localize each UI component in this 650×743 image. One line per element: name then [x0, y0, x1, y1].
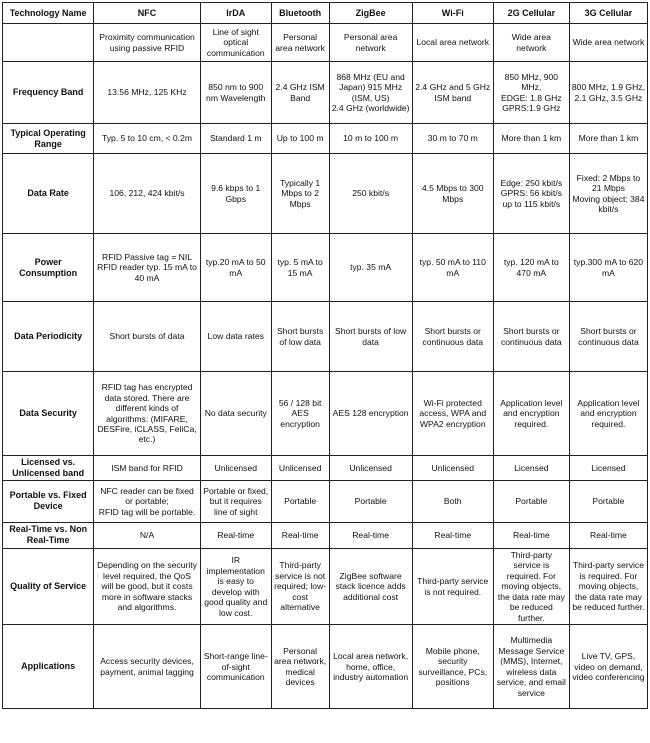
table-cell: Access security devices, payment, animal tagging: [94, 625, 200, 709]
table-cell: 106, 212, 424 kbit/s: [94, 154, 200, 234]
table-cell: Short bursts of data: [94, 302, 200, 372]
header-bluetooth: Bluetooth: [271, 3, 329, 24]
table-cell: Portable: [329, 480, 412, 522]
table-cell: 9.6 kbps to 1 Gbps: [200, 154, 271, 234]
row-label: Quality of Service: [3, 548, 94, 624]
row-label: Portable vs. Fixed Device: [3, 480, 94, 522]
table-cell: Third-party service is not required; low-cost alternative: [271, 548, 329, 624]
row-label: Applications: [3, 625, 94, 709]
header-zigbee: ZigBee: [329, 3, 412, 24]
table-cell: Wide area network: [569, 24, 647, 62]
table-cell: typ.20 mA to 50 mA: [200, 234, 271, 302]
table-row: [3, 522, 648, 548]
table-cell: 868 MHz (EU and Japan) 915 MHz (ISM, US) 2.4 GHz (worldwide): [329, 62, 412, 124]
table-cell: Portable or fixed, but it requires line of sight: [200, 480, 271, 522]
table-cell: Up to 100 m: [271, 124, 329, 154]
table-cell: More than 1 km: [493, 124, 569, 154]
table-cell: Portable: [271, 480, 329, 522]
table-cell: Licensed: [569, 456, 647, 481]
table-cell: More than 1 km: [569, 124, 647, 154]
table-cell: ISM band for RFID: [94, 456, 200, 481]
table-cell: Live TV, GPS, video on demand, video conferencing: [569, 625, 647, 709]
table-cell: Real-time: [569, 522, 647, 548]
table-cell: typ. 50 mA to 110 mA: [412, 234, 493, 302]
table-cell: Multimedia Message Service (MMS), Internet, wireless data service, and email service: [493, 625, 569, 709]
table-cell: Real-time: [200, 522, 271, 548]
table-cell: Third-party service is required. For moving objects, the data rate may be reduced further.: [493, 548, 569, 624]
header-row: [3, 3, 648, 24]
table-cell: 56 / 128 bit AES encryption: [271, 372, 329, 456]
table-cell: 4.5 Mbps to 300 Mbps: [412, 154, 493, 234]
header-technology-name: Technology Name: [3, 3, 94, 24]
table-cell: RFID tag has encrypted data stored. There are different kinds of algorithms: (MIFARE, DESFire, iCLASS, FeliCa, etc.): [94, 372, 200, 456]
table-cell: Fixed: 2 Mbps to 21 Mbps Moving object: 384 kbit/s: [569, 154, 647, 234]
header-wifi: Wi-Fi: [412, 3, 493, 24]
table-cell: Unlicensed: [271, 456, 329, 481]
table-cell: 2.4 GHz and 5 GHz ISM band: [412, 62, 493, 124]
row-label: Power Consumption: [3, 234, 94, 302]
row-label: Data Security: [3, 372, 94, 456]
table-cell: typ. 5 mA to 15 mA: [271, 234, 329, 302]
table-cell: Local area network: [412, 24, 493, 62]
table-row: [3, 234, 648, 302]
table-cell: IR implementation is easy to develop with good quality and low cost.: [200, 548, 271, 624]
table-cell: Standard 1 m: [200, 124, 271, 154]
table-cell: N/A: [94, 522, 200, 548]
table-cell: 850 MHz, 900 MHz, EDGE: 1.8 GHz GPRS:1.9 GHz: [493, 62, 569, 124]
table-cell: Portable: [569, 480, 647, 522]
table-cell: Licensed: [493, 456, 569, 481]
table-cell: NFC reader can be fixed or portable; RFID tag will be portable.: [94, 480, 200, 522]
table-cell: No data security: [200, 372, 271, 456]
table-cell: Depending on the security level required, the QoS will be good, but it costs more in software stacks and algorithms.: [94, 548, 200, 624]
table-cell: typ.300 mA to 620 mA: [569, 234, 647, 302]
table-row: [3, 625, 648, 709]
table-cell: Third-party service is required. For moving objects, the data rate may be reduced further.: [569, 548, 647, 624]
table-cell: 850 nm to 900 nm Wavelength: [200, 62, 271, 124]
table-cell: Third-party service is not required.: [412, 548, 493, 624]
table-cell: Real-time: [493, 522, 569, 548]
table-cell: 13.56 MHz, 125 KHz: [94, 62, 200, 124]
table-cell: Typ. 5 to 10 cm, < 0.2m: [94, 124, 200, 154]
table-cell: Unlicensed: [200, 456, 271, 481]
table-cell: Application level and encryption required.: [493, 372, 569, 456]
table-cell: 250 kbit/s: [329, 154, 412, 234]
table-row: [3, 548, 648, 624]
table-row: [3, 302, 648, 372]
table-cell: Application level and encryption required.: [569, 372, 647, 456]
table-row: [3, 154, 648, 234]
table-cell: Proximity communication using passive RFID: [94, 24, 200, 62]
table-cell: 800 MHz, 1.9 GHz, 2.1 GHz, 3.5 GHz: [569, 62, 647, 124]
table-cell: 10 m to 100 m: [329, 124, 412, 154]
comparison-table: [2, 2, 648, 709]
table-cell: typ. 35 mA: [329, 234, 412, 302]
table-cell: RFID Passive tag = NIL RFID reader typ. 15 mA to 40 mA: [94, 234, 200, 302]
table-cell: Low data rates: [200, 302, 271, 372]
table-cell: Short bursts or continuous data: [493, 302, 569, 372]
table-cell: Personal area network: [329, 24, 412, 62]
table-cell: Unlicensed: [329, 456, 412, 481]
header-irda: IrDA: [200, 3, 271, 24]
table-row: [3, 24, 648, 62]
table-cell: Mobile phone, security surveillance, PCs, positions: [412, 625, 493, 709]
table-cell: typ. 120 mA to 470 mA: [493, 234, 569, 302]
table-cell: ZigBee software stack licence adds additional cost: [329, 548, 412, 624]
table-cell: Real-time: [329, 522, 412, 548]
table-row: [3, 456, 648, 481]
table-cell: Line of sight optical communication: [200, 24, 271, 62]
header-2g-cellular: 2G Cellular: [493, 3, 569, 24]
table-cell: Personal area network: [271, 24, 329, 62]
table-cell: Personal area network, medical devices: [271, 625, 329, 709]
table-cell: Local area network, home, office, industry automation: [329, 625, 412, 709]
row-label: Real-Time vs. Non Real-Time: [3, 522, 94, 548]
table-cell: Wi-Fi protected access, WPA and WPA2 encryption: [412, 372, 493, 456]
table-row: [3, 62, 648, 124]
row-label: Data Periodicity: [3, 302, 94, 372]
header-3g-cellular: 3G Cellular: [569, 3, 647, 24]
table-body: [3, 24, 648, 709]
table-cell: 2.4 GHz ISM Band: [271, 62, 329, 124]
table-cell: Short bursts of low data: [329, 302, 412, 372]
table-row: [3, 480, 648, 522]
table-cell: Unlicensed: [412, 456, 493, 481]
table-cell: AES 128 encryption: [329, 372, 412, 456]
table-cell: Wide area network: [493, 24, 569, 62]
table-cell: Short bursts of low data: [271, 302, 329, 372]
row-label: [3, 24, 94, 62]
table-cell: Short bursts or continuous data: [569, 302, 647, 372]
row-label: Data Rate: [3, 154, 94, 234]
table-cell: Typically 1 Mbps to 2 Mbps: [271, 154, 329, 234]
table-cell: Real-time: [412, 522, 493, 548]
table-cell: Real-time: [271, 522, 329, 548]
row-label: Typical Operating Range: [3, 124, 94, 154]
table-cell: 30 m to 70 m: [412, 124, 493, 154]
table-cell: Edge: 250 kbit/s GPRS: 56 kbit/s up to 115 kbit/s: [493, 154, 569, 234]
table-cell: Portable: [493, 480, 569, 522]
table-row: [3, 124, 648, 154]
table-cell: Short-range line-of-sight communication: [200, 625, 271, 709]
table-cell: Short bursts or continuous data: [412, 302, 493, 372]
table-row: [3, 372, 648, 456]
table-cell: Both: [412, 480, 493, 522]
row-label: Frequency Band: [3, 62, 94, 124]
header-nfc: NFC: [94, 3, 200, 24]
row-label: Licensed vs. Unlicensed band: [3, 456, 94, 481]
